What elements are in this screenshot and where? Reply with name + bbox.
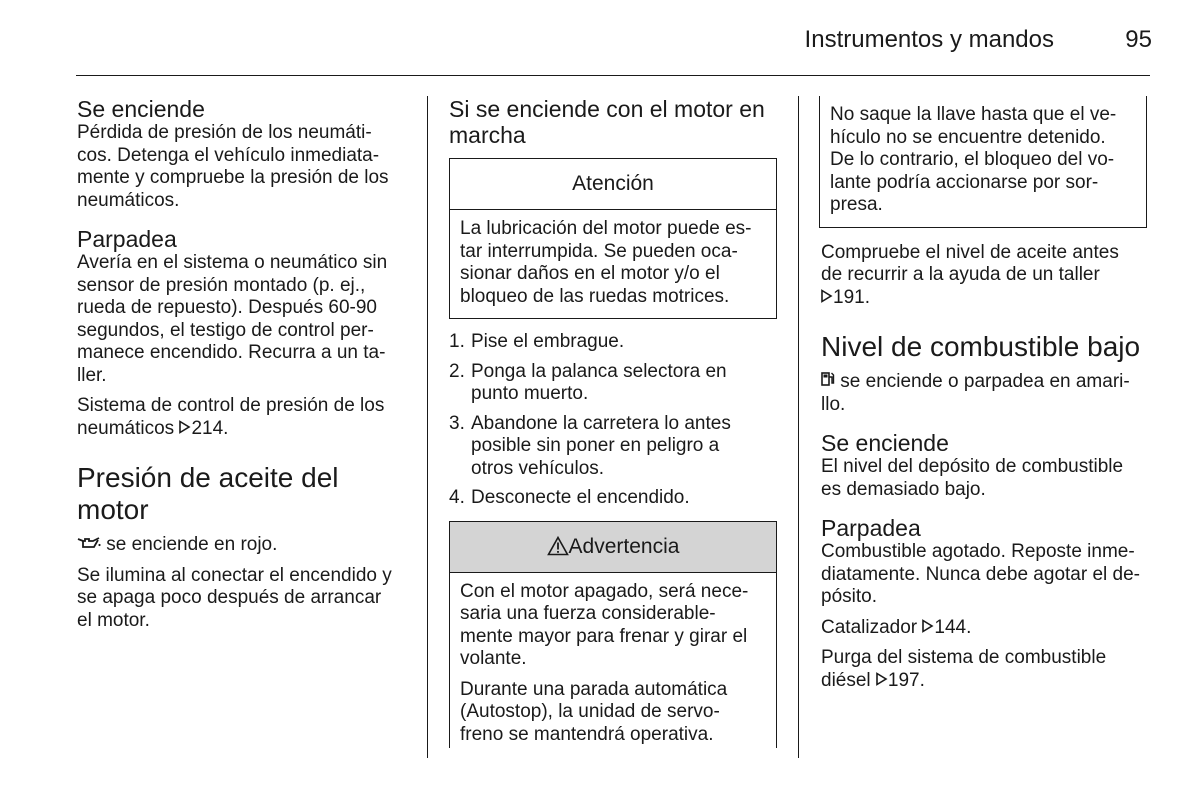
list-item: 1. Pise el embrague. [449, 331, 625, 352]
paragraph: Se ilumina al conectar el encendido y se apaga poco después de arrancar el motor. [77, 564, 392, 631]
fuel-pump-icon [821, 371, 835, 394]
column-divider-2 [798, 96, 799, 758]
warning-heading: Advertencia [450, 522, 776, 573]
column-1 [77, 96, 409, 632]
page-ref: 214. [191, 417, 229, 439]
subheading-se-enciende: Se enciende [77, 96, 205, 122]
paragraph: Avería en el sistema o neumático sin sensor de presión montado (p. ej., rueda de repuesto). Después 60-90 segundos, el testigo de control per- manece encendido. Recurra a un ta- ller. [77, 252, 388, 386]
warning-text: Durante una parada automática (Autostop), la unidad de servo- freno se mantendrá operativa. [460, 678, 728, 745]
warning-continuation-box [819, 96, 1147, 228]
paragraph: Pérdida de presión de los neumáti- cos. Detenga el vehículo inmediata- mente y compruebe la presión de los neumáticos. [77, 122, 389, 211]
page-ref-arrow-icon [821, 287, 833, 310]
section-title: Instrumentos y mandos [804, 26, 1054, 53]
subheading-parpadea: Parpadea [77, 226, 177, 252]
caution-heading: Atención [450, 159, 776, 210]
subheading-parpadea: Parpadea [821, 515, 921, 541]
warning-text: No saque la llave hasta que el ve- hículo no se encuentre detenido. De lo contrario, el bloqueo del vo- lante podría accionarse por sor- presa. [830, 104, 1117, 215]
paragraph-ref: Catalizador 144. [821, 616, 972, 638]
page-ref: 197. [887, 669, 925, 691]
warning-triangle-icon [547, 522, 569, 572]
page-ref-arrow-icon [179, 418, 191, 441]
oil-can-icon [77, 534, 101, 557]
caution-text: La lubricación del motor puede es- tar interrumpida. Se pueden oca- sionar daños en el motor y/o el bloqueo de las ruedas motrices. [460, 218, 752, 307]
warning-box [449, 521, 777, 749]
page-ref-arrow-icon [876, 670, 888, 693]
list-item: 2. Ponga la palanca selectora en punto muerto. [449, 360, 727, 404]
list-item: 3. Abandone la carretera lo antes posible sin poner en peligro a otros vehículos. [449, 412, 731, 479]
page-number: 95 [1125, 26, 1152, 53]
paragraph: Combustible agotado. Reposte inme- diatamente. Nunca debe agotar el de- pósito. [821, 541, 1140, 607]
paragraph-ref: Compruebe el nivel de aceite antes de recurrir a la ayuda de un taller 191. [821, 241, 1119, 308]
subheading-se-enciende: Se enciende [821, 430, 949, 456]
paragraph-symbol: se enciende en rojo. [77, 534, 409, 557]
paragraph: El nivel del depósito de combustible es demasiado bajo. [821, 456, 1124, 500]
header-rule [76, 75, 1150, 76]
subheading-running-engine: Si se enciende con el motor en marcha [449, 96, 765, 148]
paragraph-ref: Sistema de control de presión de los neumáticos 214. [77, 395, 385, 439]
caution-box [449, 158, 777, 319]
page-ref: 191. [833, 286, 870, 308]
heading-oil-pressure: Presión de aceite del motor [77, 462, 339, 525]
column-3 [821, 96, 1151, 692]
page-ref: 144. [934, 616, 972, 638]
paragraph-symbol: se enciende o parpadea en amari- llo. [821, 371, 1130, 415]
heading-low-fuel: Nivel de combustible bajo [821, 331, 1141, 362]
column-2 [449, 96, 777, 748]
paragraph-ref: Purga del sistema de combustible diésel 197. [821, 647, 1107, 691]
list-item: 4. Desconecte el encendido. [449, 487, 690, 508]
page-ref-arrow-icon [922, 617, 934, 640]
column-divider-1 [427, 96, 428, 758]
warning-text: Con el motor apagado, será nece- saria una fuerza considerable- mente mayor para frenar y girar el volante. [460, 580, 749, 669]
steps-list [449, 331, 777, 510]
